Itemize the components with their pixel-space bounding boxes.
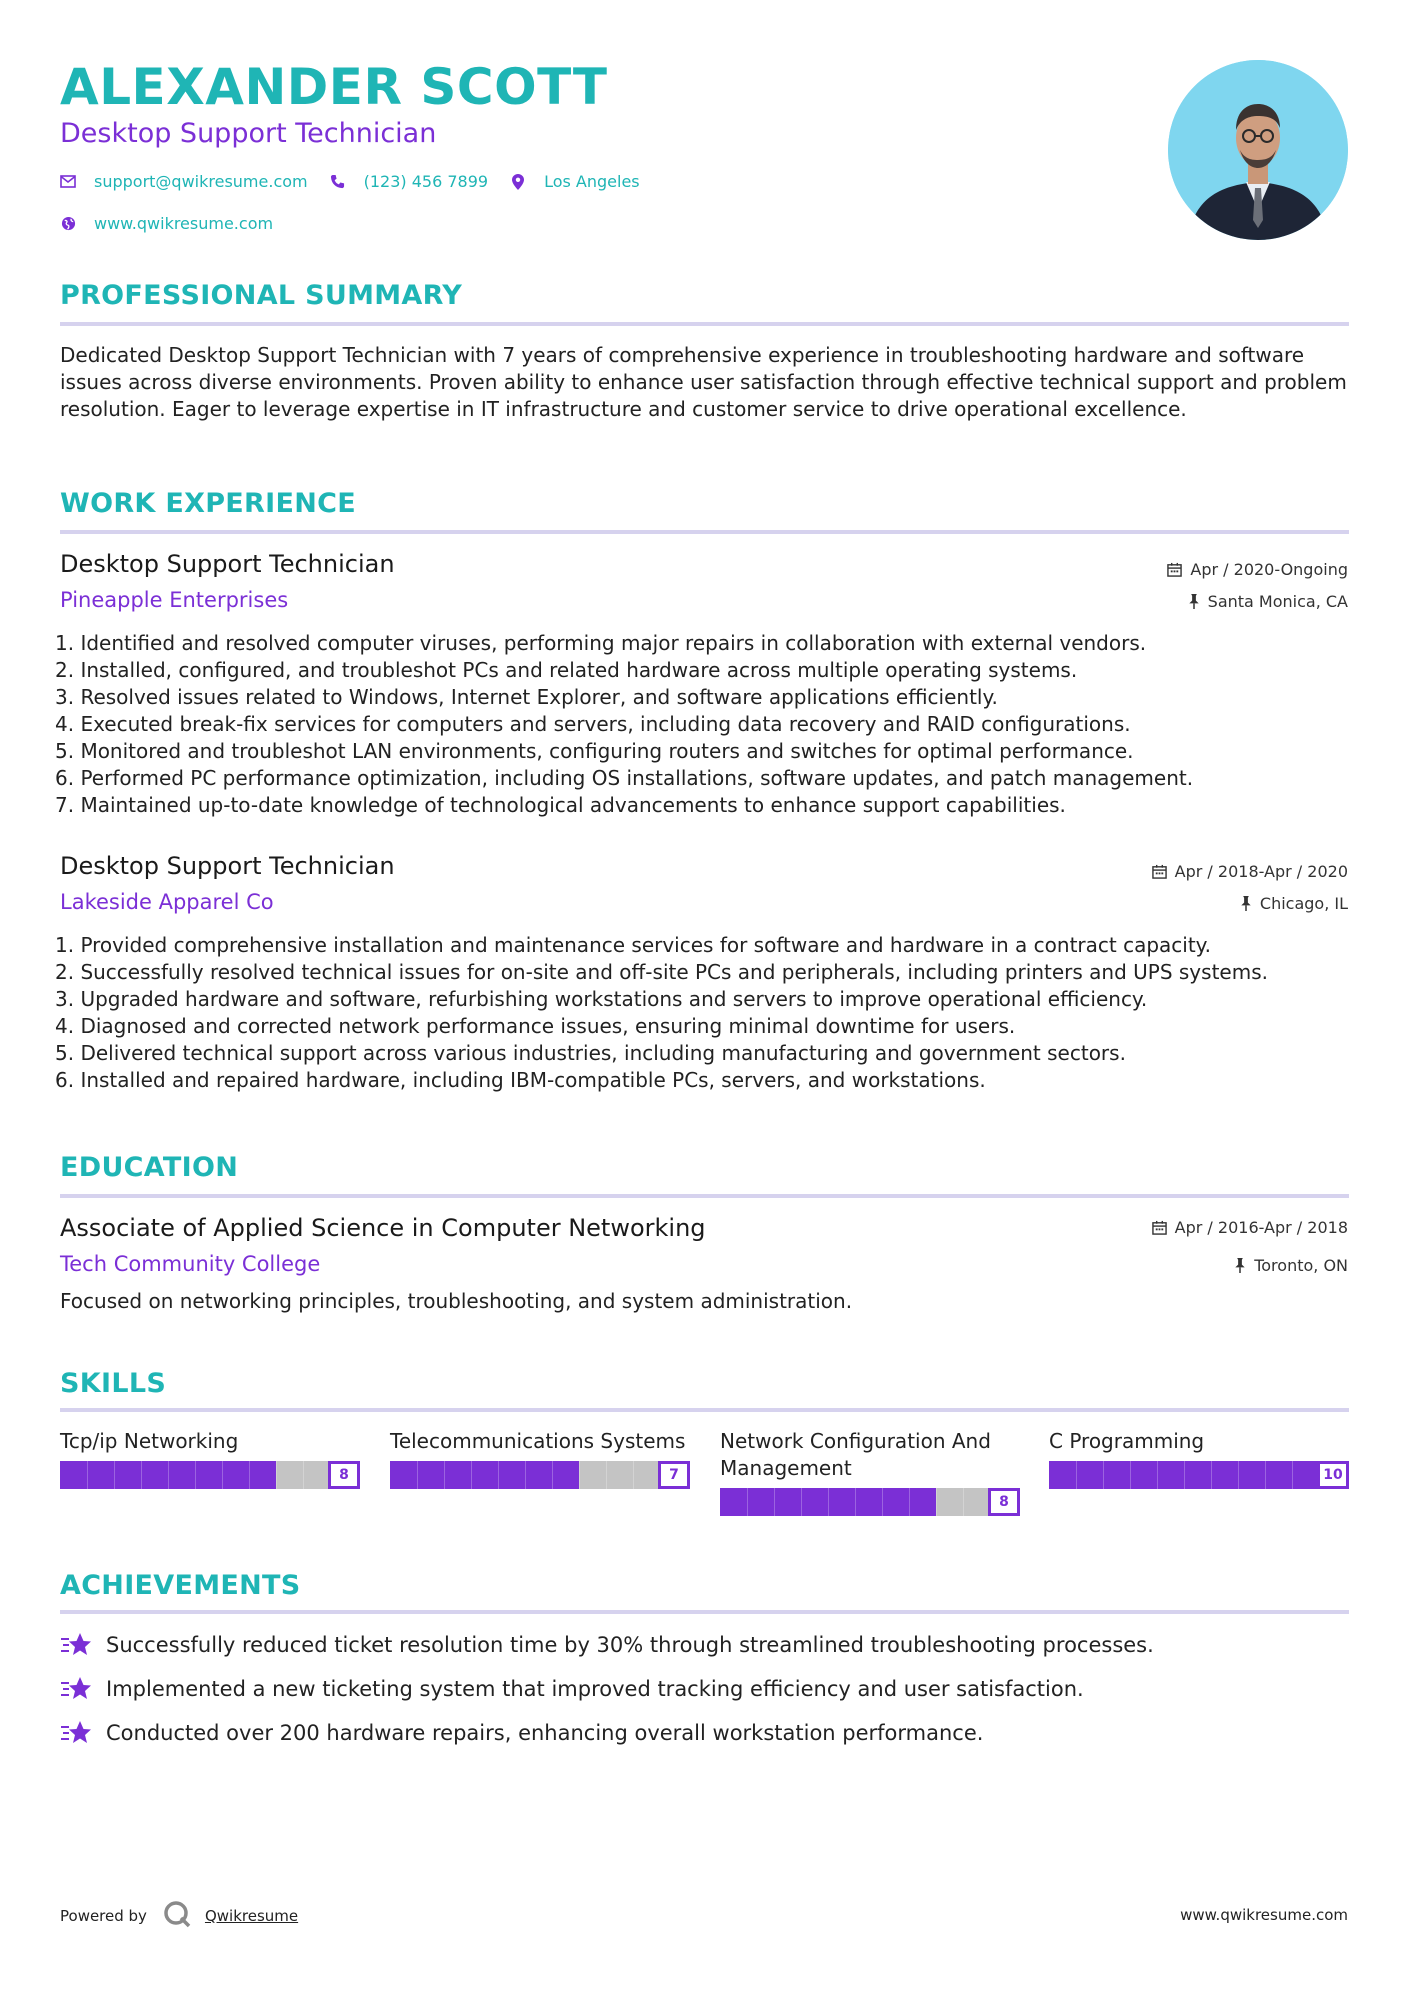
list-item: 2. Installed, configured, and troubleshot PCs and related hardware across multiple operating systems. xyxy=(55,658,1078,682)
skill-level-badge: 7 xyxy=(658,1461,690,1489)
degree-title: Associate of Applied Science in Computer Networking xyxy=(60,1214,706,1242)
pin-icon xyxy=(1234,1258,1246,1273)
skill-bar-segment xyxy=(1238,1461,1239,1489)
location-text: Los Angeles xyxy=(544,172,640,191)
skill-bar-segment xyxy=(114,1461,115,1489)
contact-website[interactable] xyxy=(60,214,273,233)
skill-bar-segment xyxy=(801,1488,802,1516)
candidate-name: ALEXANDER SCOTT xyxy=(60,58,608,116)
skill-bar-segment xyxy=(828,1488,829,1516)
profile-photo xyxy=(1168,60,1348,240)
skill-bar-segment xyxy=(168,1461,169,1489)
section-title-experience: WORK EXPERIENCE xyxy=(60,488,356,519)
section-divider xyxy=(60,322,1349,326)
skill-bar-segment xyxy=(774,1488,775,1516)
job-dates xyxy=(1167,560,1348,579)
skill-level-badge: 10 xyxy=(1317,1461,1349,1489)
list-item: 3. Resolved issues related to Windows, Internet Explorer, and software applications efficiently. xyxy=(55,685,998,709)
star-icon xyxy=(60,1676,92,1702)
skill-bar-segment xyxy=(498,1461,499,1489)
skill-item xyxy=(390,1428,690,1489)
skill-bar-segment xyxy=(222,1461,223,1489)
qwikresume-link[interactable]: Qwikresume xyxy=(204,1907,299,1925)
education-location xyxy=(1234,1256,1348,1275)
education-description: Focused on networking principles, troubleshooting, and system administration. xyxy=(60,1289,853,1313)
skill-name: C Programming xyxy=(1049,1429,1205,1453)
list-item: 1. Provided comprehensive installation and maintenance services for software and hardware in a contract capacity. xyxy=(55,933,1212,957)
section-title-skills: SKILLS xyxy=(60,1368,167,1399)
star-icon xyxy=(60,1632,92,1658)
contact-row-website xyxy=(60,214,295,233)
section-title-education: EDUCATION xyxy=(60,1152,239,1183)
skill-bar-segment xyxy=(444,1461,445,1489)
education-location-text: Toronto, ON xyxy=(1254,1256,1348,1275)
skill-bar-segment xyxy=(963,1488,964,1516)
skill-name: Network Configuration And Management xyxy=(720,1429,991,1480)
skill-bar-segment xyxy=(1130,1461,1131,1489)
list-item: 5. Monitored and troubleshot LAN environments, configuring routers and switches for optimal performance. xyxy=(55,739,1134,763)
skill-bar-segment xyxy=(909,1488,910,1516)
skill-bar-segment xyxy=(1211,1461,1212,1489)
skill-item xyxy=(60,1428,360,1489)
star-icon xyxy=(60,1720,92,1746)
globe-icon xyxy=(60,216,76,232)
skill-name: Telecommunications Systems xyxy=(390,1429,686,1453)
skill-bar-segment xyxy=(936,1488,937,1516)
skill-bar-segment xyxy=(471,1461,472,1489)
calendar-icon xyxy=(1152,1220,1167,1235)
list-item: 4. Executed break-fix services for computers and servers, including data recovery and RAID configurations. xyxy=(55,712,1131,736)
skill-level-badge: 8 xyxy=(328,1461,360,1489)
job-dates-text: Apr / 2020-Ongoing xyxy=(1190,560,1348,579)
education-dates-text: Apr / 2016-Apr / 2018 xyxy=(1174,1218,1348,1237)
skill-bar-segment xyxy=(249,1461,250,1489)
list-item: 5. Delivered technical support across various industries, including manufacturing and government sectors. xyxy=(55,1041,1126,1065)
skill-bar-segment xyxy=(552,1461,553,1489)
map-pin-icon xyxy=(510,174,526,190)
list-item: 6. Performed PC performance optimization, including OS installations, software updates, and patch management. xyxy=(55,766,1194,790)
website-text: www.qwikresume.com xyxy=(94,214,274,233)
company-name: Lakeside Apparel Co xyxy=(60,890,274,914)
company-name: Pineapple Enterprises xyxy=(60,588,289,612)
skill-bar-segment xyxy=(276,1461,277,1489)
skill-bar-segment xyxy=(606,1461,607,1489)
skill-bar-segment xyxy=(1157,1461,1158,1489)
job-location xyxy=(1240,894,1348,913)
footer-website[interactable]: www.qwikresume.com xyxy=(1180,1906,1348,1924)
skill-bar-segment xyxy=(1292,1461,1293,1489)
contact-location xyxy=(510,172,640,191)
skill-bar-segment xyxy=(633,1461,634,1489)
skill-bar-segment xyxy=(195,1461,196,1489)
job-location xyxy=(1188,592,1348,611)
section-divider xyxy=(60,1408,1349,1412)
job-location-text: Chicago, IL xyxy=(1259,894,1348,913)
candidate-title: Desktop Support Technician xyxy=(60,118,437,149)
section-title-achievements: ACHIEVEMENTS xyxy=(60,1570,301,1601)
calendar-icon xyxy=(1152,864,1167,879)
achievement-text: Implemented a new ticketing system that improved tracking efficiency and user satisfaction. xyxy=(106,1677,1084,1701)
contact-row xyxy=(60,172,662,191)
pin-icon xyxy=(1240,896,1252,911)
job-bullets xyxy=(55,630,1355,819)
skill-bar-segment xyxy=(525,1461,526,1489)
skill-level-bar xyxy=(720,1488,1020,1516)
skill-bar-segment xyxy=(417,1461,418,1489)
section-divider xyxy=(60,530,1349,534)
skill-bar-segment xyxy=(303,1461,304,1489)
footer-powered-by xyxy=(60,1900,298,1932)
pin-icon xyxy=(1188,594,1200,609)
section-divider xyxy=(60,1610,1349,1614)
mail-icon xyxy=(60,174,76,190)
skill-bar-segment xyxy=(1184,1461,1185,1489)
skill-bar-segment xyxy=(579,1461,580,1489)
list-item: 3. Upgraded hardware and software, refurbishing workstations and servers to improve operational efficiency. xyxy=(55,987,1148,1011)
list-item: 1. Identified and resolved computer viruses, performing major repairs in collaboration with external vendors. xyxy=(55,631,1147,655)
powered-by-label: Powered by xyxy=(60,1907,147,1925)
job-title: Desktop Support Technician xyxy=(60,852,395,880)
phone-icon xyxy=(330,174,346,190)
job-bullets xyxy=(55,932,1355,1094)
achievement-text: Successfully reduced ticket resolution time by 30% through streamlined troubleshooting processes. xyxy=(106,1633,1154,1657)
skill-item xyxy=(1049,1428,1349,1489)
skill-level-bar xyxy=(60,1461,360,1489)
education-dates xyxy=(1152,1218,1348,1237)
list-item: 7. Maintained up-to-date knowledge of technological advancements to enhance support capabilities. xyxy=(55,793,1066,817)
skill-bar-segment xyxy=(1103,1461,1104,1489)
achievement-text: Conducted over 200 hardware repairs, enhancing overall workstation performance. xyxy=(106,1721,984,1745)
job-location-text: Santa Monica, CA xyxy=(1207,592,1348,611)
email-text: support@qwikresume.com xyxy=(94,172,308,191)
skill-level-bar xyxy=(1049,1461,1349,1489)
skill-item xyxy=(720,1428,1020,1516)
skill-bar-segment xyxy=(1265,1461,1266,1489)
contact-phone[interactable] xyxy=(330,172,488,191)
calendar-icon xyxy=(1167,562,1182,577)
skill-bar-segment xyxy=(747,1488,748,1516)
list-item: 4. Diagnosed and corrected network performance issues, ensuring minimal downtime for users. xyxy=(55,1014,1016,1038)
achievement-item xyxy=(60,1676,1084,1702)
skill-bar-segment xyxy=(141,1461,142,1489)
list-item: 2. Successfully resolved technical issues for on-site and off-site PCs and peripherals, including printers and UPS systems. xyxy=(55,960,1268,984)
phone-text: (123) 456 7899 xyxy=(363,172,489,191)
school-name: Tech Community College xyxy=(60,1252,321,1276)
contact-email[interactable] xyxy=(60,172,308,191)
section-divider xyxy=(60,1194,1349,1198)
skill-bar-segment xyxy=(855,1488,856,1516)
skill-bar-segment xyxy=(1076,1461,1077,1489)
skill-bar-segment xyxy=(87,1461,88,1489)
skill-bar-segment xyxy=(882,1488,883,1516)
job-dates xyxy=(1152,862,1348,881)
skill-level-badge: 8 xyxy=(988,1488,1020,1516)
summary-text: Dedicated Desktop Support Technician with 7 years of comprehensive experience in troubleshooting hardware and software issues across diverse environments. Proven ability to enhance user satisfaction through effective technical support and problem resolution. Eager to leverage expertise in IT infrastructure and customer service to drive operational excellence. xyxy=(60,343,1347,421)
qwikresume-logo-icon xyxy=(163,1900,191,1932)
achievement-item xyxy=(60,1720,983,1746)
section-title-summary: PROFESSIONAL SUMMARY xyxy=(60,280,463,311)
skill-name: Tcp/ip Networking xyxy=(60,1429,239,1453)
job-dates-text: Apr / 2018-Apr / 2020 xyxy=(1174,862,1348,881)
achievement-item xyxy=(60,1632,1154,1658)
list-item: 6. Installed and repaired hardware, including IBM-compatible PCs, servers, and workstations. xyxy=(55,1068,986,1092)
skill-level-bar xyxy=(390,1461,690,1489)
skill-level-fill xyxy=(390,1461,579,1489)
job-title: Desktop Support Technician xyxy=(60,550,395,578)
